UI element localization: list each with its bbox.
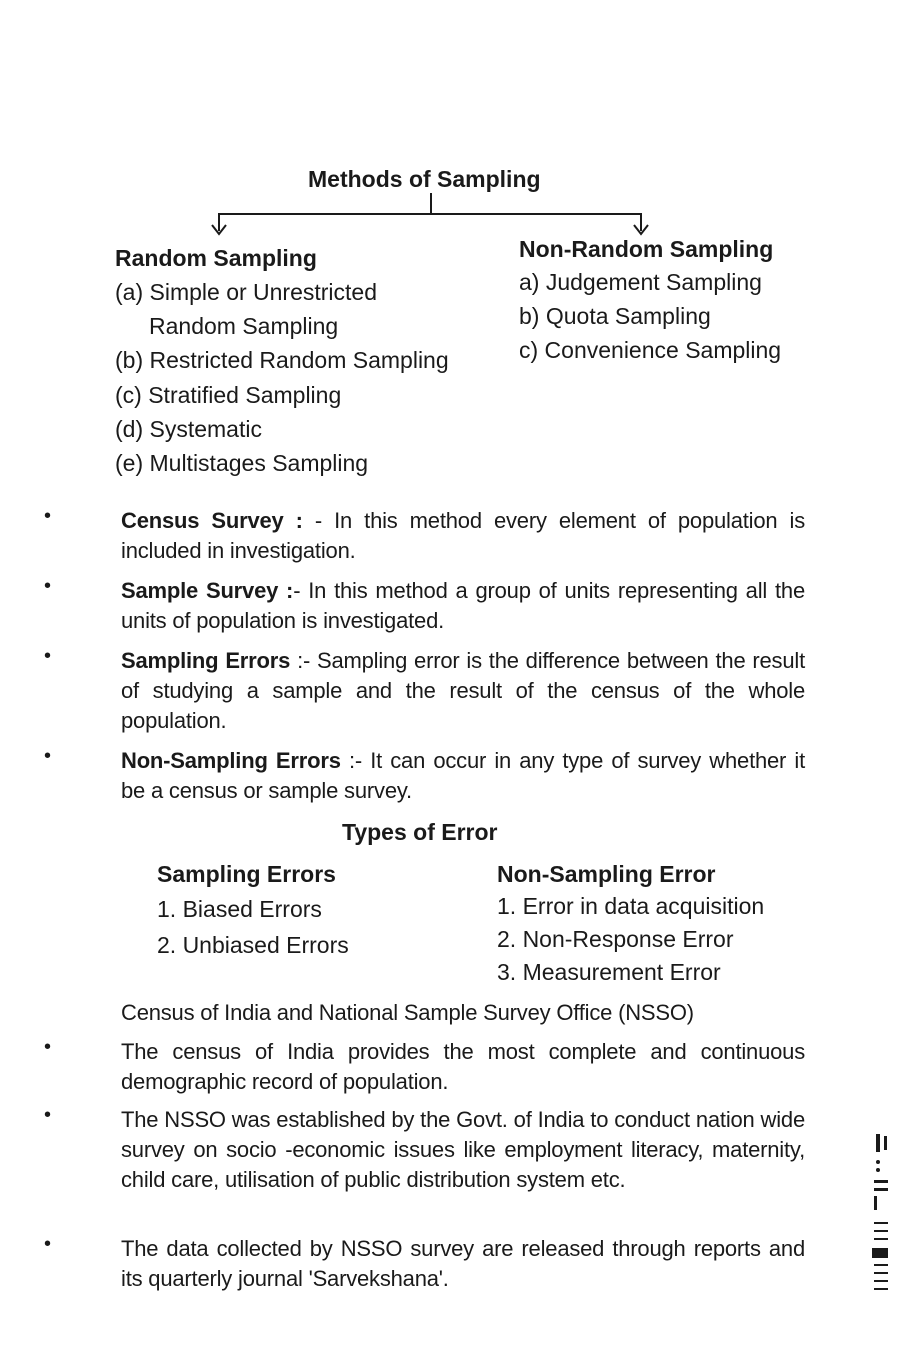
sampling-error-item: 2. Unbiased Errors xyxy=(157,932,349,958)
random-item: (a) Simple or Unrestricted xyxy=(115,279,378,305)
bullet-body: :- Sampling error is the difference between the result of studying a sample and the result of the census of the whole population. xyxy=(121,648,805,733)
bullet-text: The census of India provides the most complete and continuous demographic record of population. xyxy=(121,1039,805,1094)
sampling-error-item: 1. Biased Errors xyxy=(157,896,322,922)
bullet-icon: • xyxy=(44,1104,52,1126)
nonsampling-error-item: 2. Non-Response Error xyxy=(497,926,734,952)
tree-branch xyxy=(218,213,642,215)
random-item: (b) Restricted Random Sampling xyxy=(115,347,449,373)
bullet-body: :- It can occur in any type of survey whether it be a census or sample survey. xyxy=(121,748,805,803)
bullet-text xyxy=(121,506,805,566)
bullet-text xyxy=(121,576,805,636)
random-item: (e) Multistages Sampling xyxy=(115,450,369,476)
bullet-icon: • xyxy=(44,1233,52,1255)
bullet-term: Sampling Errors xyxy=(121,648,291,673)
bullet-icon: • xyxy=(44,505,52,527)
methods-title: Methods of Sampling xyxy=(308,166,541,192)
nonsampling-error-heading: Non-Sampling Error xyxy=(497,861,716,887)
sampling-errors-heading: Sampling Errors xyxy=(157,861,336,887)
bullet-term: Sample Survey : xyxy=(121,578,294,603)
nonrandom-heading: Non-Random Sampling xyxy=(519,236,774,262)
bullet-text: The data collected by NSSO survey are released through reports and its quarterly journal 'Sarvekshana'. xyxy=(121,1236,805,1291)
random-item: Random Sampling xyxy=(149,313,339,339)
arrow-down-icon xyxy=(211,224,227,236)
random-heading: Random Sampling xyxy=(115,245,317,271)
bullet-text: The NSSO was established by the Govt. of India to conduct nation wide survey on socio -economic issues like employment literacy, maternity, child care, utilisation of public distribution system etc. xyxy=(121,1107,805,1192)
random-item: (d) Systematic xyxy=(115,416,262,442)
census-heading: Census of India and National Sample Survey Office (NSSO) xyxy=(121,1000,694,1025)
random-item: (c) Stratified Sampling xyxy=(115,382,342,408)
bullet-text xyxy=(121,746,805,806)
publisher-mark-icon xyxy=(868,1130,898,1300)
nonrandom-item: a) Judgement Sampling xyxy=(519,269,762,295)
tree-stem xyxy=(430,193,432,214)
bullet-icon: • xyxy=(44,645,52,667)
bullet-term: Non-Sampling Errors xyxy=(121,748,341,773)
bullet-icon: • xyxy=(44,1036,52,1058)
bullet-body: - In this method every element of population is included in investigation. xyxy=(121,508,805,563)
bullet-term: Census Survey : xyxy=(121,508,303,533)
nonrandom-item: b) Quota Sampling xyxy=(519,303,711,329)
bullet-icon: • xyxy=(44,575,52,597)
bullet-body: - In this method a group of units representing all the units of population is investigated. xyxy=(121,578,805,633)
bullet-icon: • xyxy=(44,745,52,767)
nonsampling-error-item: 1. Error in data acquisition xyxy=(497,893,765,919)
nonsampling-error-item: 3. Measurement Error xyxy=(497,959,721,985)
types-title: Types of Error xyxy=(342,819,498,845)
bullet-text xyxy=(121,646,805,736)
nonrandom-item: c) Convenience Sampling xyxy=(519,337,782,363)
